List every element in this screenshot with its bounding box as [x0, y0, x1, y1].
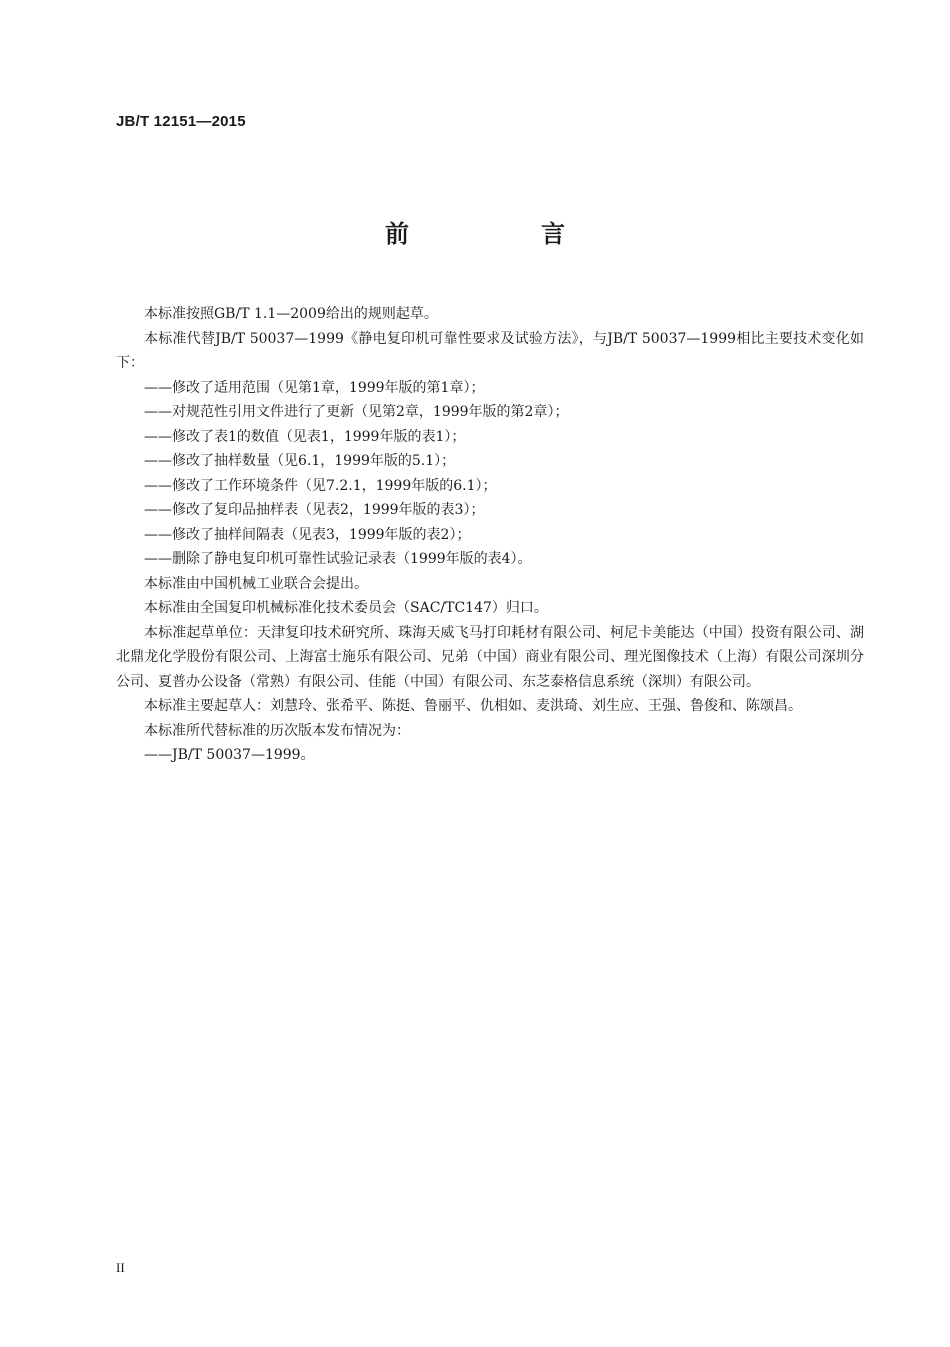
change-item: ——修改了表1的数值（见表1，1999年版的表1）； — [144, 428, 466, 445]
history-item: ——JB/T 50037—1999。 — [144, 747, 315, 763]
change-item: ——修改了工作环境条件（见7.2.1，1999年版的6.1）； — [144, 477, 497, 494]
page-title: 前 言 — [385, 220, 619, 248]
change-item: ——修改了抽样间隔表（见表3，1999年版的表2）； — [144, 526, 471, 543]
paragraph-drafting-rules: 本标准按照GB/T 1.1—2009给出的规则起草。 — [144, 306, 438, 322]
foreword-body — [116, 302, 864, 768]
paragraph-history-intro: 本标准所代替标准的历次版本发布情况为： — [144, 722, 410, 739]
paragraph-replacement: 本标准代替JB/T 50037—1999《静电复印机可靠性要求及试验方法》，与JB/T 50037—1999相比主要技术变化如下： — [116, 330, 864, 371]
paragraph-drafters: 本标准主要起草人：刘慧玲、张希平、陈挺、鲁丽平、仇相如、麦洪琦、刘生应、王强、鲁俊和、陈颂昌。 — [144, 698, 802, 714]
change-item: ——删除了静电复印机可靠性试验记录表（1999年版的表4）。 — [144, 551, 532, 567]
paragraph-drafting-units: 本标准起草单位：天津复印技术研究所、珠海天威飞马打印耗材有限公司、柯尼卡美能达（中国）投资有限公司、湖北鼎龙化学股份有限公司、上海富士施乐有限公司、兄弟（中国）商业有限公司、理光图像技术（上海）有限公司深圳分公司、夏普办公设备（常熟）有限公司、佳能（中国）有限公司、东芝泰格信息系统（深圳）有限公司。 — [116, 624, 864, 690]
page-number: II — [116, 1260, 125, 1275]
change-item: ——对规范性引用文件进行了更新（见第2章，1999年版的第2章）； — [144, 404, 569, 420]
paragraph-proposer: 本标准由中国机械工业联合会提出。 — [144, 575, 368, 592]
document-code: JB/T 12151—2015 — [116, 113, 246, 130]
paragraph-committee: 本标准由全国复印机械标准化技术委员会（SAC/TC147）归口。 — [144, 600, 548, 616]
change-item: ——修改了抽样数量（见6.1，1999年版的5.1）； — [144, 453, 456, 469]
change-item: ——修改了复印品抽样表（见表2，1999年版的表3）； — [144, 502, 485, 518]
change-item: ——修改了适用范围（见第1章，1999年版的第1章）； — [144, 379, 485, 396]
